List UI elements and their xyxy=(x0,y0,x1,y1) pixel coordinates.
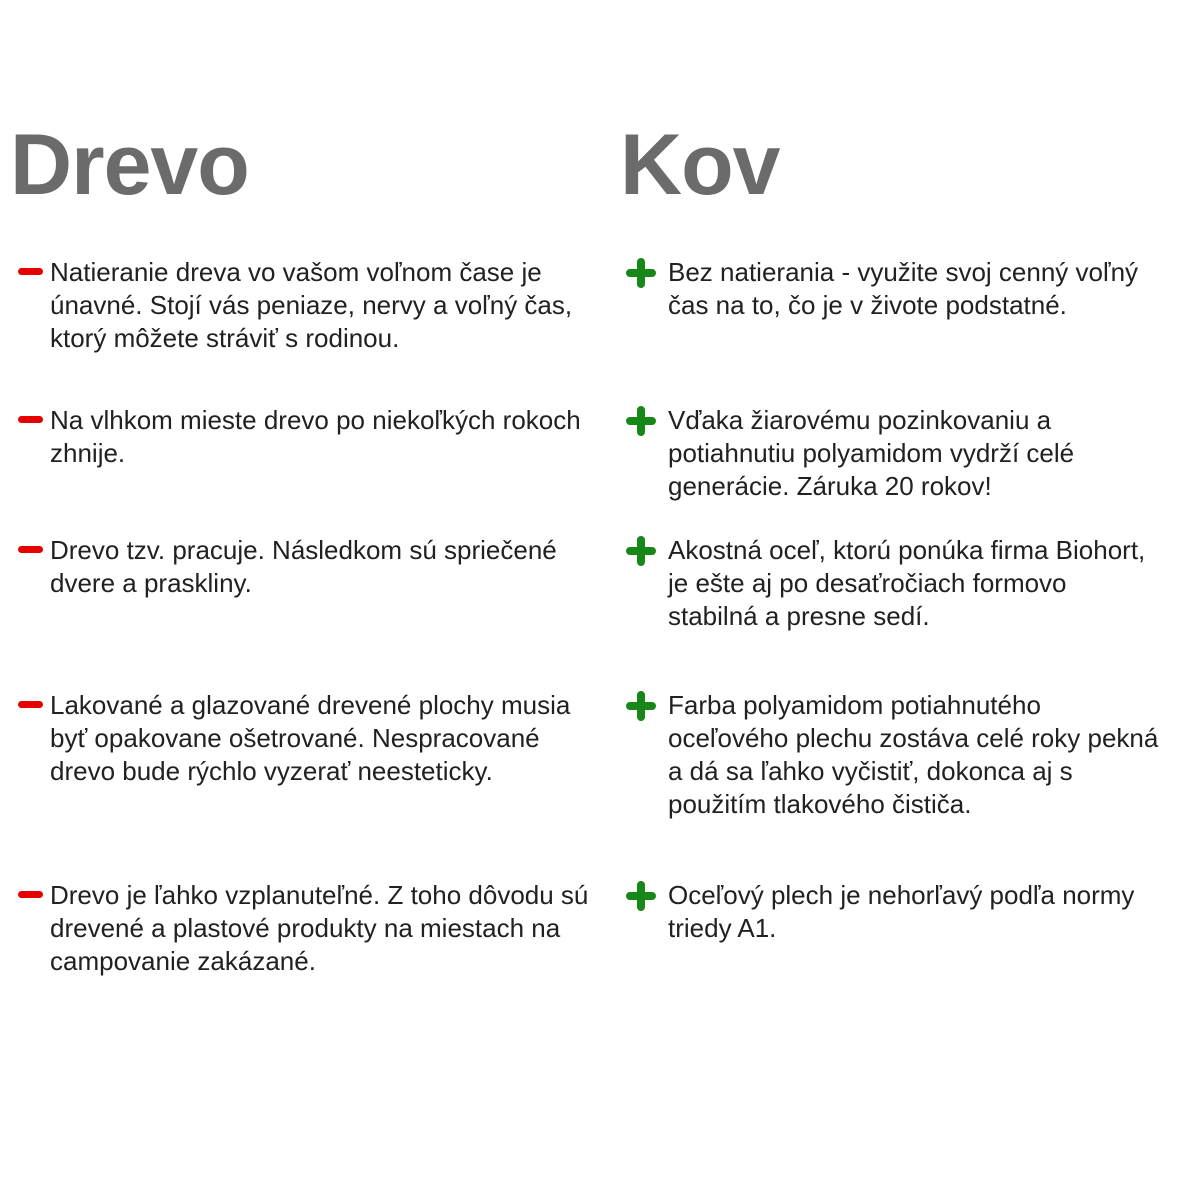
list-item xyxy=(10,879,595,978)
minus-icon xyxy=(18,546,43,553)
list-item xyxy=(10,689,595,788)
list-item xyxy=(620,256,1190,322)
plus-icon xyxy=(626,258,656,288)
plus-icon xyxy=(626,406,656,436)
list-item-text: Oceľový plech je nehorľavý podľa normy triedy A1. xyxy=(668,880,1135,943)
minus-icon xyxy=(18,891,43,898)
minus-icon xyxy=(18,416,43,423)
plus-icon xyxy=(626,536,656,566)
list-item-text: Na vlhkom mieste drevo po niekoľkých rokoch zhnije. xyxy=(50,405,581,468)
list-item xyxy=(10,404,595,470)
list-item-text: Bez natierania - využite svoj cenný voľný čas na to, čo je v živote podstatné. xyxy=(668,257,1139,320)
column-drevo xyxy=(10,0,595,1200)
list-item xyxy=(620,404,1190,503)
column-title-drevo: Drevo xyxy=(10,117,249,213)
list-item xyxy=(10,534,595,600)
list-item xyxy=(10,256,595,355)
column-kov xyxy=(620,0,1190,1200)
list-item xyxy=(620,689,1190,821)
list-item-text: Akostná oceľ, ktorú ponúka firma Biohort, je ešte aj po desaťročiach formovo stabilná a presne sedí. xyxy=(668,535,1146,631)
list-item xyxy=(620,879,1190,945)
column-title-kov: Kov xyxy=(620,117,780,213)
minus-icon xyxy=(18,701,43,708)
minus-icon xyxy=(18,268,43,275)
list-item-text: Drevo tzv. pracuje. Následkom sú spriečené dvere a praskliny. xyxy=(50,535,557,598)
list-item xyxy=(620,534,1190,633)
plus-icon xyxy=(626,691,656,721)
plus-icon xyxy=(626,881,656,911)
list-item-text: Natieranie dreva vo vašom voľnom čase je únavné. Stojí vás peniaze, nervy a voľný čas, ktorý môžete stráviť s rodinou. xyxy=(50,257,573,353)
list-item-text: Drevo je ľahko vzplanuteľné. Z toho dôvodu sú drevené a plastové produkty na miestach na campovanie zakázané. xyxy=(50,880,589,976)
list-item-text: Lakované a glazované drevené plochy musia byť opakovane ošetrované. Nespracované drevo bude rýchlo vyzerať neesteticky. xyxy=(50,690,571,786)
list-item-text: Vďaka žiarovému pozinkovaniu a potiahnutiu polyamidom vydrží celé generácie. Záruka 20 rokov! xyxy=(668,405,1075,501)
list-item-text: Farba polyamidom potiahnutého oceľového plechu zostáva celé roky pekná a dá sa ľahko vyčistiť, dokonca aj s použitím tlakového čističa. xyxy=(668,690,1159,819)
